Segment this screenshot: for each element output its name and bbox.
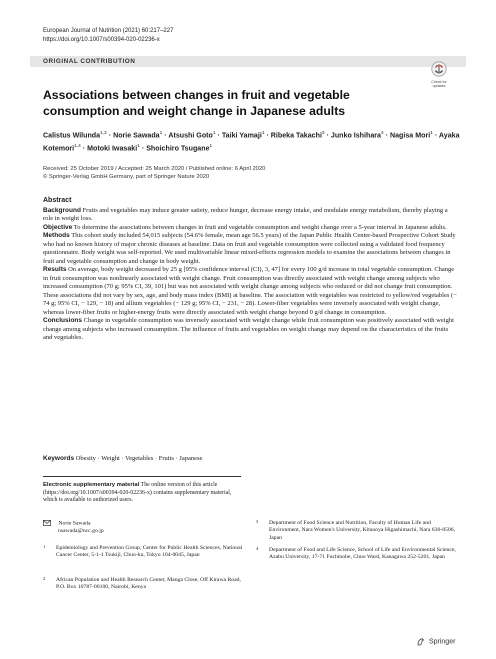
affiliation-1 xyxy=(43,545,243,560)
author-name[interactable]: Atsushi Goto xyxy=(168,131,213,140)
affiliation-number: 4 xyxy=(256,546,259,551)
author-separator: · xyxy=(139,144,147,153)
author-name[interactable]: Taiki Yamaji xyxy=(221,131,262,140)
keywords-section xyxy=(43,455,459,464)
author-affiliation-ref: 1 xyxy=(430,131,433,136)
abstract-section xyxy=(43,197,459,343)
corresponding-author: Norie Sawada xyxy=(58,520,91,527)
results-label: Results xyxy=(43,266,67,273)
check-updates-text xyxy=(424,80,454,88)
author-name[interactable]: Norie Sawada xyxy=(113,131,160,140)
check-updates-line2: updates xyxy=(432,84,446,88)
abstract-objective xyxy=(43,224,459,233)
springer-horse-icon xyxy=(416,637,425,646)
received-accepted-published: Received: 25 October 2019 / Accepted: 25 March 2020 / Published online: 6 April 2020 xyxy=(43,166,266,172)
abstract-methods xyxy=(43,232,459,266)
author-affiliation-ref: 4 xyxy=(380,131,384,136)
springer-logo xyxy=(416,637,455,646)
article-title: Associations between changes in fruit and vegetable consumption and weight change in Japanese adults xyxy=(43,88,350,118)
methods-text: This cohort study included 54,015 subjects (54.6% female, mean age 56.5 years) of the Japan Public Health Center-based Prospective Cohort Study who had no known history of major chronic diseases at baseline. Data on fruit and vegetable consumption were collected using a validated food frequency questionnaire. Body weight was self-reported. We used multivariable linear mixed-effects regression models to examine the associations between changes in fruit and vegetable consumption and change in body weight. xyxy=(43,232,456,265)
journal-citation: European Journal of Nutrition (2021) 60:217–227 xyxy=(43,28,174,34)
author-separator: · xyxy=(106,131,114,140)
objective-text: To determine the associations between changes in fruit and vegetable consumption and weight change over a 5-year interval in Japanese adults. xyxy=(73,223,447,231)
author-name[interactable]: Calistus Wilunda xyxy=(43,131,101,140)
affiliation-text: African Population and Health Research Center, Manga Close, Off Kirawa Road, P.O. Box 10787-00100, Nairobi, Kenya xyxy=(56,577,241,591)
doi-link[interactable]: https://doi.org/10.1007/s00394-020-02236-x xyxy=(43,37,160,43)
affiliation-text: Department of Food Science and Nutrition, Faculty of Human Life and Environment, Nara Women's University, Kitauoya Higashimachi, Nara 630-8506, Japan xyxy=(269,520,455,541)
esm-label: Electronic supplementary material xyxy=(43,482,140,488)
supplementary-material-note xyxy=(43,476,241,505)
affiliation-text: Department of Food and Life Science, School of Life and Environmental Science, Azabu University, 17-71 Fuchinobe, Chuo Ward, Kanagawa 252-5201, Japan xyxy=(269,547,456,561)
keywords-text: Obesity · Weight · Vegetables · Fruits · Japanese xyxy=(75,455,203,462)
publisher-name: Springer xyxy=(428,638,456,646)
methods-label: Methods xyxy=(43,232,70,239)
check-for-updates-badge[interactable] xyxy=(424,61,454,93)
author-affiliation-ref: 1 xyxy=(159,131,163,136)
corresponding-email[interactable]: nsawada@ncc.go.jp xyxy=(58,527,104,534)
author-separator: · xyxy=(324,131,331,140)
author-separator: · xyxy=(162,131,169,140)
author-name[interactable]: Motoki Iwasaki xyxy=(87,144,138,153)
author-list xyxy=(43,128,463,155)
conclusions-text: Change in vegetable consumption was inversely associated with weight change while fruit consumption was positively associated with weight change among subjects who increased consumption. The influence of fruits and vegetables on weight change may depend on the characteristics of the fruits and vegetables. xyxy=(43,317,454,341)
author-separator: · xyxy=(383,131,390,140)
author-affiliation-ref: 1,2 xyxy=(100,131,107,136)
author-name[interactable]: Nagisa Mori xyxy=(389,131,431,140)
keywords-label: Keywords xyxy=(43,455,75,462)
author-name[interactable]: Ayaka Kotemori xyxy=(43,131,460,153)
conclusions-label: Conclusions xyxy=(43,317,83,324)
author-affiliation-ref: 1 xyxy=(212,131,216,136)
author-separator: · xyxy=(215,131,222,140)
author-name[interactable]: Shoichiro Tsugane xyxy=(146,144,210,153)
article-type-label: ORIGINAL CONTRIBUTION xyxy=(43,58,136,65)
affiliation-4 xyxy=(256,547,456,562)
affiliation-number: 3 xyxy=(256,519,259,524)
affiliation-2 xyxy=(43,577,243,592)
journal-header xyxy=(43,27,173,45)
author-separator: · xyxy=(264,131,271,140)
objective-label: Objective xyxy=(43,223,73,231)
author-separator: · xyxy=(80,144,88,153)
author-separator: · xyxy=(432,131,439,140)
author-affiliation-ref: 1 xyxy=(137,144,140,150)
copyright-line: © Springer-Verlag GmbH Germany, part of Springer Nature 2020 xyxy=(43,174,210,180)
author-affiliation-ref: 1,4 xyxy=(74,144,81,150)
abstract-conclusions xyxy=(43,317,459,343)
author-name[interactable]: Junko Ishihara xyxy=(330,131,381,140)
check-updates-icon xyxy=(431,61,447,79)
affiliation-3 xyxy=(256,520,456,542)
check-updates-line1: Check for xyxy=(431,80,447,84)
author-affiliation-ref: 3 xyxy=(321,131,325,136)
author-affiliation-ref: 1 xyxy=(261,131,265,136)
correspondence xyxy=(43,520,243,535)
affiliation-number: 2 xyxy=(43,576,46,581)
affiliation-text: Epidemiology and Prevention Group, Center for Public Health Sciences, National Cancer Center, 5-1-1 Tsukiji, Chuo-ku, Tokyo 104-0045, Japan xyxy=(56,545,243,559)
affiliation-number: 1 xyxy=(43,544,46,549)
envelope-icon xyxy=(43,520,51,526)
article-dates xyxy=(43,165,463,181)
author-name[interactable]: Ribeka Takachi xyxy=(270,131,322,140)
abstract-results xyxy=(43,266,459,317)
abstract-background xyxy=(43,207,459,224)
results-text: On average, body weight decreased by 25 g [95% confidence interval (CI), 3, 47] for every 100 g/d increase in total vegetable consumption. Change in fruit consumption was nonlinearly associated with weight change. Fruit consumption was directly associated with weight change among subjects who increased consumption (70 g; 95% CI, 39, 101) but was not associated with weight change among subjects who reduced or did not change fruit consumption. These associations did not vary by sex, age, and body mass index (BMI) at baseline. The association with vegetables was restricted to yellow/red vegetables (− 74 g; 95% CI, − 129, − 18) and allium vegetables (− 129 g; 95% CI, − 231, − 28). Lower-fiber vegetables were inversely associated with weight change, whereas lower-fiber fruits or higher-energy fruits were directly associated with weight change beyond 0 g/d change in consumption. xyxy=(43,266,457,316)
abstract-heading: Abstract xyxy=(43,197,72,204)
author-affiliation-ref: 1 xyxy=(209,144,213,150)
background-text: Fruits and vegetables may induce greater satiety, reduce hunger, decrease energy intake, and modulate energy metabolism, thereby playing a role in weight loss. xyxy=(43,206,448,222)
esm-text: The online version of this article (https://doi.org/10.1007/s00394-020-02236-x) contains supplementary material, which is available to authorized users. xyxy=(43,482,232,503)
background-label: Background xyxy=(43,206,81,214)
article-type-bar xyxy=(30,56,466,67)
